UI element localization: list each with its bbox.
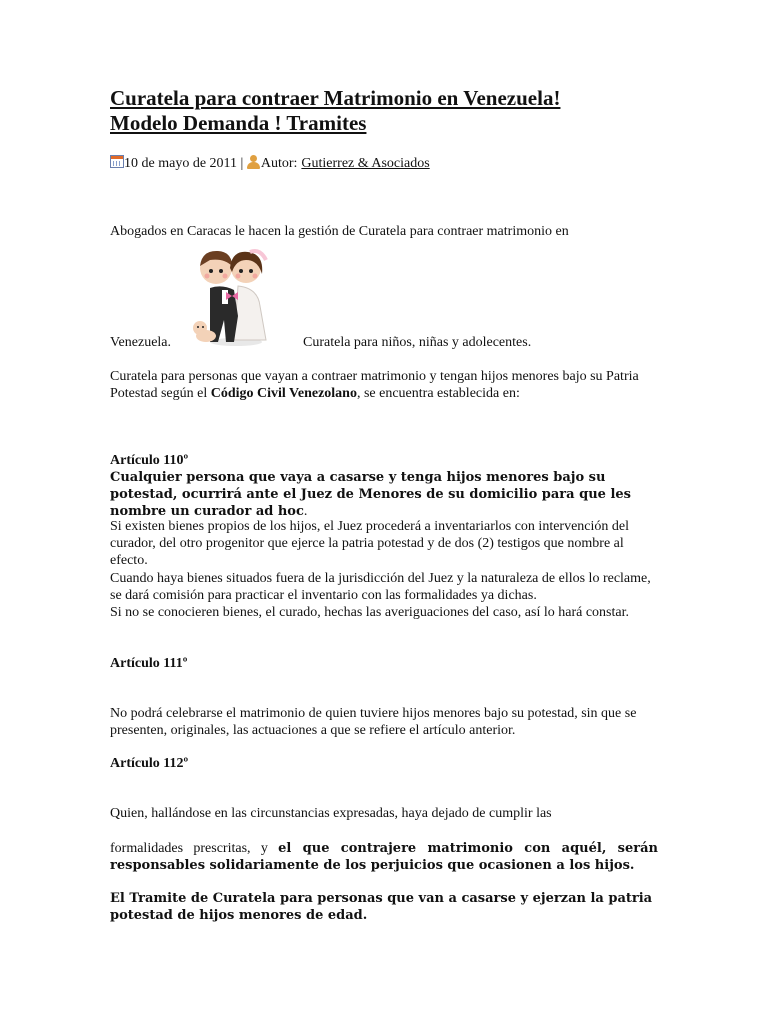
article-112-text: formalidades prescritas, y [110, 841, 279, 856]
article-110-bold-end: . [303, 504, 308, 519]
paragraph-2-text: Curatela para personas que vayan a contraer matrimonio y tengan hijos menores bajo su Patria Potestad según el [110, 369, 639, 401]
article-112-paragraph [110, 840, 658, 874]
title-line-2: Modelo Demanda ! Tramites [110, 111, 367, 135]
post-meta [110, 154, 430, 174]
article-110-bold-paragraph [110, 469, 662, 520]
post-date: 10 de mayo de 2011 | [124, 156, 244, 171]
article-110-bold: Cualquier persona que vaya a casarse y tenga hijos menores bajo su potestad, ocurrirá ante el Juez de Menores de su domicilio para que les nombre un curador ad hoc [110, 470, 631, 519]
paragraph-2 [110, 368, 658, 402]
paragraph-2-end: , se encuentra establecida en: [356, 386, 520, 401]
user-icon [247, 155, 260, 169]
author-link[interactable]: Gutierrez & Asociados [301, 156, 430, 171]
article-112-line1: Quien, hallándose en las circunstancias expresadas, haya dejado de cumplir las [110, 806, 552, 821]
closing-paragraph: El Tramite de Curatela para personas que van a casarse y ejerzan la patria potestad de hijos menores de edad. [110, 891, 653, 923]
title-line-1: Curatela para contraer Matrimonio en Venezuela! [110, 86, 561, 110]
article-110-p2: Cuando haya bienes situados fuera de la jurisdicción del Juez y la naturaleza de ellos lo reclame, se dará comisión para practicar el inventario con las formalidades ya dichas. [110, 571, 651, 603]
article-110-heading: Artículo 110º [110, 453, 189, 468]
intro-line: Abogados en Caracas le hacen la gestión de Curatela para contraer matrimonio en [110, 224, 569, 239]
article-111-text: No podrá celebrarse el matrimonio de quien tuviere hijos menores bajo su potestad, sin que se presenten, originales, las actuaciones a que se refiere el artículo anterior. [110, 706, 637, 738]
article-111-heading: Artículo 111º [110, 656, 188, 671]
venezuela-text: Venezuela. [110, 335, 172, 350]
author-label: Autor: [260, 156, 298, 171]
article-110-p3: Si no se conocieren bienes, el curado, hechas las averiguaciones del caso, así lo hará constar. [110, 605, 629, 620]
article-110-p1: Si existen bienes propios de los hijos, el Juez procederá a inventariarlos con intervención del curador, del otro progenitor que ejerce la patria potestad y de dos (2) testigos que nombre al efecto. [110, 519, 630, 568]
wedding-couple-image [188, 246, 282, 346]
calendar-icon [110, 155, 124, 168]
article-112-bold: el que contrajere matrimonio con aquél, serán responsables solidariamente de los perjuicios que ocasionen a los hijos. [110, 841, 658, 873]
article-112-heading: Artículo 112º [110, 756, 189, 771]
page-title [110, 86, 670, 136]
civil-code-bold: Código Civil Venezolano [210, 386, 357, 401]
image-caption: Curatela para niños, niñas y adolecentes. [303, 335, 532, 350]
